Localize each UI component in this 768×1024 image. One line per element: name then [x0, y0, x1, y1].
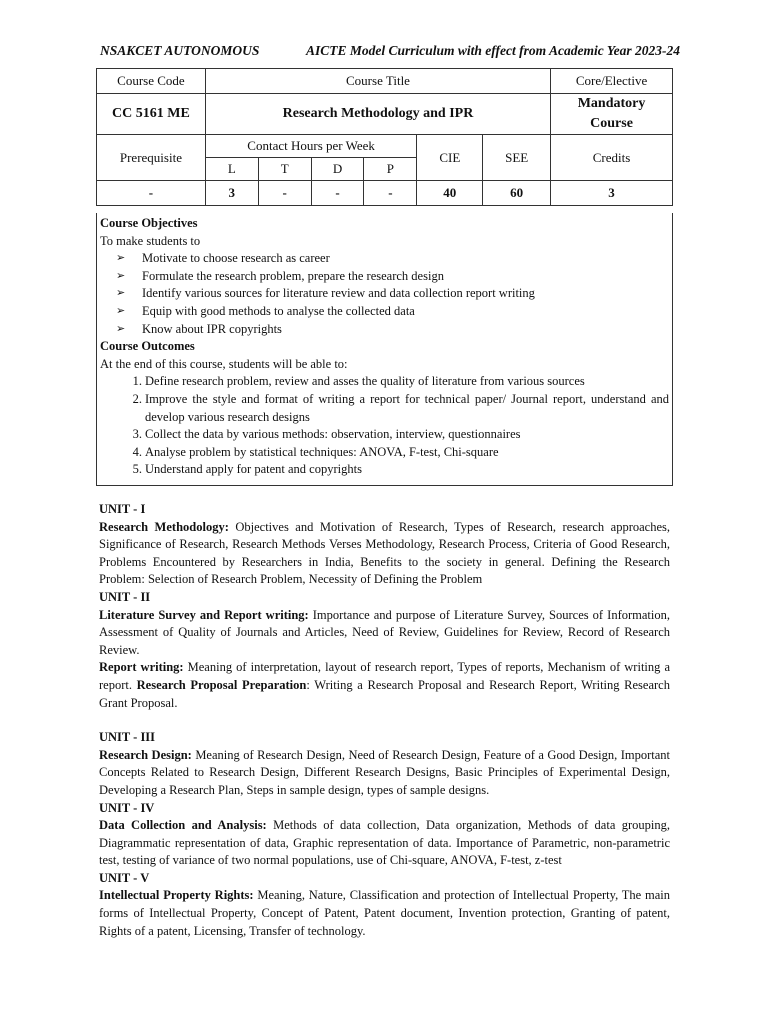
unit-5-heading: UNIT - V — [99, 870, 150, 885]
contact-hours-header: Contact Hours per Week — [205, 135, 417, 158]
d-value: - — [311, 181, 364, 206]
t-header: T — [258, 158, 311, 181]
unit-2-heading: UNIT - II — [99, 589, 151, 604]
course-info-table — [96, 68, 673, 206]
unit-2-body: Importance and purpose of Literature Survey, Sources of Information, Assessment of Quality of Journals and Articles, Need of Review, Guidelines for Review, Record of Research Review. — [99, 607, 670, 657]
arrow-bullet-icon: ➢ — [116, 304, 126, 317]
outcome-number: 4. — [132, 444, 142, 459]
objective-item — [100, 303, 672, 321]
outcome-text: Define research problem, review and asses the quality of literature from various sources — [145, 374, 585, 389]
arrow-bullet-icon: ➢ — [116, 252, 126, 265]
t-value: - — [258, 181, 311, 206]
unit-1-body: Objectives and Motivation of Research, Types of Research, research approaches, Significance of Research, Research Methods Verses Methodology, Research Process, Criteria of Good Research, Problems Encountered by Researchers in India, Benefits to the society in general. Defining the Research Problem: Selection of Research Problem, Necessity of Defining the Problem — [99, 519, 671, 587]
unit-2-lead2: Report writing: — [99, 660, 184, 675]
credits-header: Credits — [551, 135, 673, 181]
cie-value: 40 — [417, 181, 483, 206]
credits-value: 3 — [551, 181, 673, 206]
outcomes-title: Course Outcomes — [100, 339, 195, 354]
l-value: 3 — [205, 181, 258, 206]
unit-2-lead3: Research Proposal Preparation — [136, 677, 307, 692]
core-elective-value — [551, 94, 673, 135]
unit-4-body: Methods of data collection, Data organization, Methods of data grouping, Diagrammatic representation of data, Graphic representation of data. Importance of Parametric, non-parametric test, testing of variance of two normal populations, use of Chi-square, ANOVA, F-test, z-test — [99, 818, 670, 868]
outcome-item — [100, 373, 672, 391]
unit-5-content — [99, 887, 670, 940]
prerequisite-header: Prerequisite — [97, 135, 206, 181]
objective-item — [100, 285, 672, 303]
prerequisite-value: - — [97, 181, 206, 206]
unit-1-heading: UNIT - I — [99, 502, 146, 516]
arrow-bullet-icon: ➢ — [116, 269, 126, 282]
see-header: SEE — [483, 135, 551, 181]
unit-5-body: Meaning, Nature, Classification and protection of Intellectual Property, The main forms of Intellectual Property, Concept of Patent, Patent document, Invention protection, Granting of patent, Rights of a patent, Licensing, Transfer of technology. — [99, 888, 671, 938]
unit-2-lead: Literature Survey and Report writing: — [99, 607, 309, 622]
unit-1-content — [99, 519, 670, 589]
p-header: P — [364, 158, 417, 181]
see-value: 60 — [483, 181, 551, 206]
syllabus-units — [99, 501, 670, 940]
unit-1-lead: Research Methodology: — [99, 519, 229, 534]
header-curriculum: AICTE Model Curriculum with effect from Academic Year 2023-24 — [306, 43, 681, 58]
unit-2-body3: : Writing a Research Proposal and Research Report, Writing Research Grant Proposal. — [99, 677, 670, 710]
objective-text: Know about IPR copyrights — [142, 321, 282, 336]
core-elective-line1: Mandatory — [577, 96, 646, 111]
unit-3-body: Meaning of Research Design, Need of Research Design, Feature of a Good Design, Important Concepts Related to Research Design, Different Research Designs, Basic Principles of Experimental Design, Developing a Research Plan, Steps in sample design, types of sample designs. — [99, 747, 670, 797]
unit-4-heading: UNIT - IV — [99, 800, 155, 815]
unit-3-heading: UNIT - III — [99, 730, 156, 745]
cie-header: CIE — [417, 135, 483, 181]
unit-4-lead: Data Collection and Analysis: — [99, 818, 267, 833]
arrow-bullet-icon: ➢ — [116, 322, 126, 335]
objectives-outcomes-box — [96, 213, 673, 486]
outcome-number: 3. — [132, 427, 142, 442]
unit-3-lead: Research Design: — [99, 747, 192, 762]
arrow-bullet-icon: ➢ — [116, 287, 126, 300]
unit-2-report-writing — [99, 659, 670, 712]
course-title-header: Course Title — [205, 69, 550, 94]
core-elective-header: Core/Elective — [551, 69, 673, 94]
objective-item — [100, 321, 672, 339]
objectives-intro: To make students to — [100, 233, 201, 248]
outcome-number: 2. — [132, 391, 142, 406]
outcome-item — [100, 391, 672, 426]
l-header: L — [205, 158, 258, 181]
core-elective-line2: Course — [590, 116, 633, 131]
objective-text: Identify various sources for literature review and data collection report writing — [142, 286, 535, 301]
objective-item — [100, 268, 672, 286]
unit-5-lead: Intellectual Property Rights: — [99, 888, 254, 903]
outcome-text: Analyse problem by statistical techniques: ANOVA, F-test, Chi-square — [145, 444, 499, 459]
outcome-item — [100, 426, 672, 444]
objective-text: Equip with good methods to analyse the collected data — [142, 303, 415, 318]
course-title-value: Research Methodology and IPR — [205, 94, 550, 135]
objective-item — [100, 250, 672, 268]
outcomes-intro: At the end of this course, students will be able to: — [100, 356, 348, 371]
unit-2-body2: Meaning of interpretation, layout of research report, Types of reports, Mechanism of writing a report. — [99, 660, 670, 692]
outcome-text: Improve the style and format of writing a report for technical paper/ Journal report, understand and develop various research designs — [145, 391, 669, 424]
unit-4-content — [99, 817, 670, 870]
outcome-text: Collect the data by various methods: observation, interview, questionnaires — [145, 427, 521, 442]
d-header: D — [311, 158, 364, 181]
outcome-text: Understand apply for patent and copyrights — [145, 462, 362, 477]
objective-text: Motivate to choose research as career — [142, 251, 330, 266]
course-code-value: CC 5161 ME — [97, 94, 206, 135]
spacer — [99, 712, 670, 729]
outcome-number: 5. — [132, 462, 142, 477]
outcome-item — [100, 461, 672, 479]
header-institution: NSAKCET AUTONOMOUS — [100, 43, 260, 58]
objectives-title: Course Objectives — [100, 216, 198, 230]
objective-text: Formulate the research problem, prepare the research design — [142, 268, 444, 283]
outcome-number: 1. — [132, 374, 142, 389]
unit-2-content — [99, 607, 670, 660]
unit-3-content — [99, 747, 670, 800]
outcome-item — [100, 444, 672, 462]
p-value: - — [364, 181, 417, 206]
course-code-header: Course Code — [97, 69, 206, 94]
